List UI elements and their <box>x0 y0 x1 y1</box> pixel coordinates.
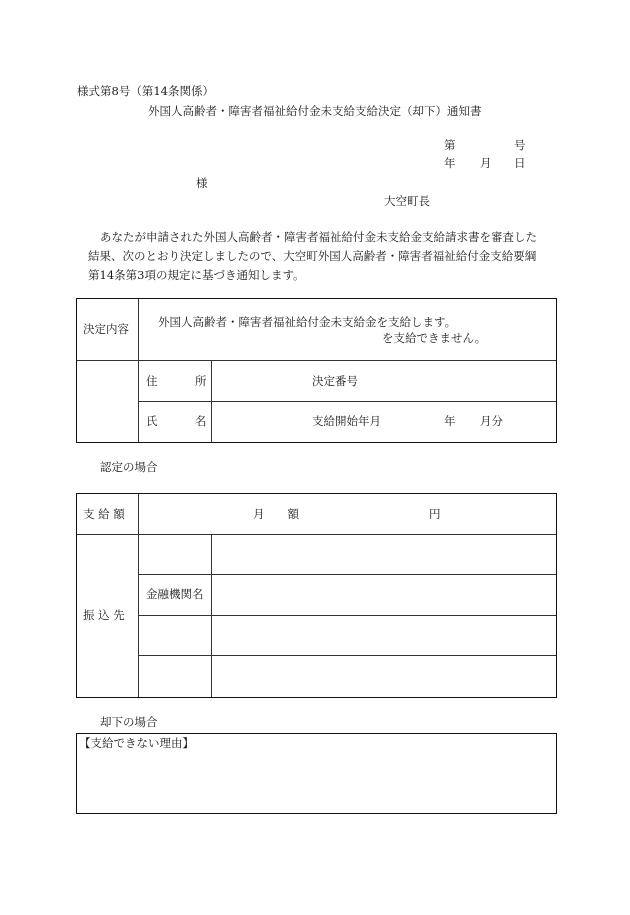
body-line-3: 第14条第3項の規定に基づき通知します。 <box>88 268 305 282</box>
form-number: 様式第8号（第14条関係） <box>77 84 214 98</box>
start-year-label: 年 <box>444 414 456 428</box>
addressee-suffix: 様 <box>196 176 208 190</box>
address-label-2: 所 <box>195 374 207 388</box>
rejected-heading: 却下の場合 <box>100 715 158 729</box>
address-label-1: 住 <box>146 374 158 388</box>
document-title: 外国人高齢者・障害者福祉給付金未支給支給決定（却下）通知書 <box>148 104 482 118</box>
name-label-2: 名 <box>195 414 207 428</box>
body-line-1: あなたが申請された外国人高齢者・障害者福祉給付金未支給金支給請求書を審査した <box>100 230 537 244</box>
rejection-reason-label: 【支給できない理由】 <box>79 736 194 750</box>
decision-number-label: 決定番号 <box>312 374 358 388</box>
name-label-1: 氏 <box>146 414 158 428</box>
decision-approve-text: 外国人高齢者・障害者福祉給付金未支給金を支給します。 <box>158 315 457 329</box>
date-day: 日 <box>514 156 526 170</box>
transfer-destination-label: 振 込 先 <box>83 608 125 622</box>
yen-label: 円 <box>429 507 441 521</box>
date-year: 年 <box>444 156 456 170</box>
decision-reject-text: を支給できません。 <box>382 331 487 345</box>
date-month: 月 <box>480 156 492 170</box>
approved-heading: 認定の場合 <box>100 460 158 474</box>
monthly-amount-label: 月 額 <box>253 507 299 521</box>
sender-name: 大空町長 <box>384 194 430 208</box>
start-month-label: 月分 <box>480 414 503 428</box>
start-period-label: 支給開始年月 <box>312 414 381 428</box>
decision-content-label: 決定内容 <box>83 322 129 336</box>
doc-number-label: 第 <box>444 138 456 152</box>
body-line-2: 結果、次のとおり決定しましたので、大空町外国人高齢者・障害者福祉給付金支給要綱 <box>88 249 537 263</box>
payment-amount-label: 支 給 額 <box>83 507 125 521</box>
bank-name-label: 金融機関名 <box>146 587 204 601</box>
doc-number-suffix: 号 <box>514 138 526 152</box>
